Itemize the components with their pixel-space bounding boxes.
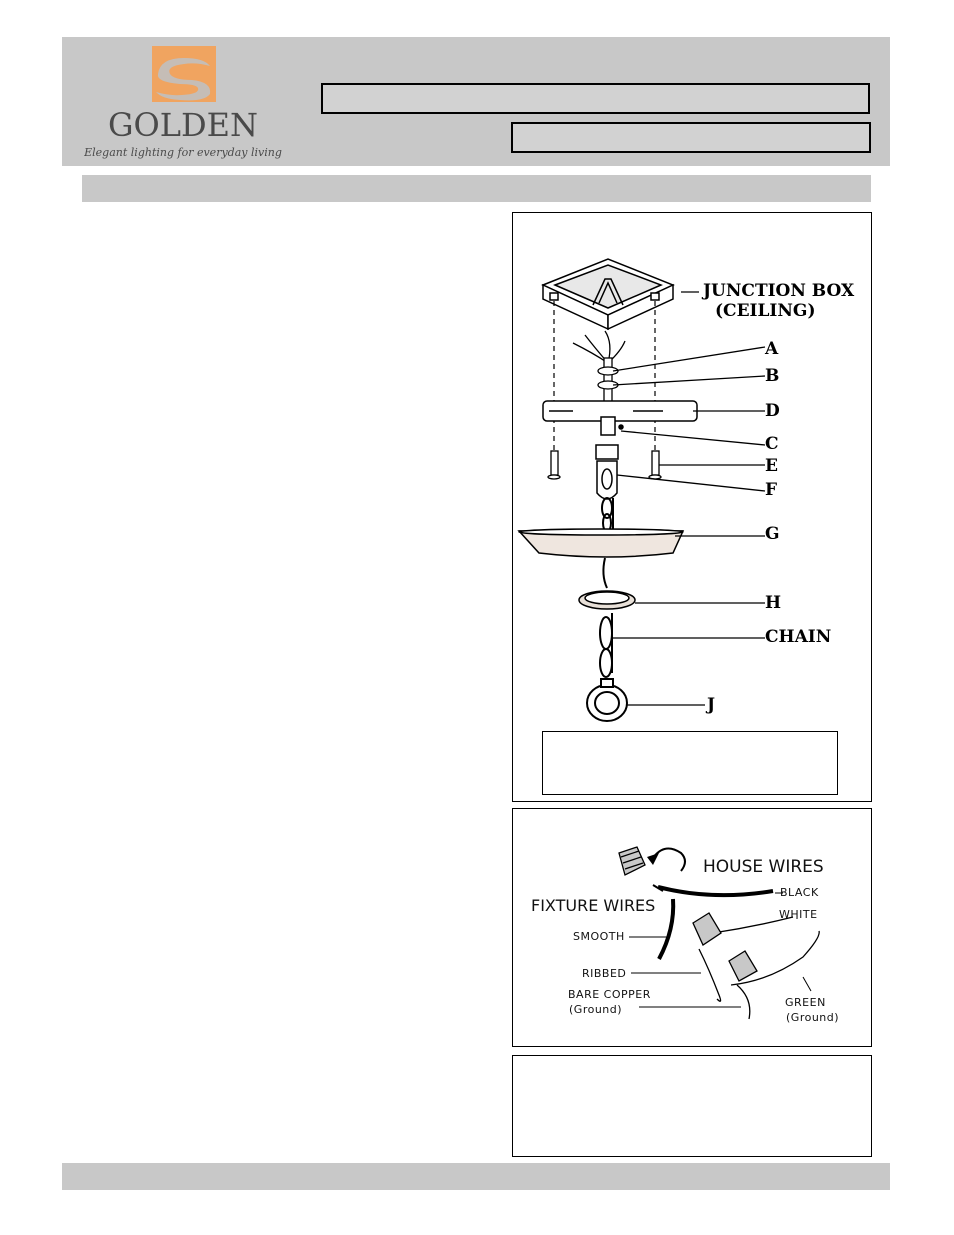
diagram-note-box — [542, 731, 838, 795]
section-bar — [82, 175, 871, 202]
fixture-wires — [653, 885, 750, 1019]
subtitle-box — [511, 122, 871, 153]
part-label-f: F — [765, 480, 778, 500]
title-box — [321, 83, 870, 114]
junction-box-label: JUNCTION BOX — [703, 281, 855, 301]
ground-left-label: (Ground) — [569, 1003, 623, 1016]
ribbed-label: RIBBED — [582, 967, 627, 980]
footer-bar — [62, 1163, 890, 1190]
house-wires-label: HOUSE WIRES — [703, 857, 824, 877]
part-label-b: B — [765, 366, 780, 386]
bare-copper-label: BARE COPPER — [568, 988, 651, 1001]
part-label-a: A — [765, 339, 779, 359]
junction-box-drawing — [543, 259, 673, 329]
wiring-diagram-panel — [512, 808, 872, 1047]
twist-arrow-icon — [651, 849, 685, 872]
lower-chain — [600, 558, 612, 677]
part-label-c: C — [765, 434, 779, 454]
brand-tagline: Elegant lighting for everyday living — [84, 146, 282, 159]
golden-logo — [84, 44, 282, 166]
leader-lines — [613, 292, 765, 705]
part-label-h: H — [765, 593, 782, 613]
black-label: BLACK — [780, 886, 819, 899]
part-label-d: D — [765, 401, 780, 421]
part-label-g: G — [765, 524, 780, 544]
fixture-loop — [587, 679, 627, 721]
supply-wires — [573, 331, 625, 363]
note-panel — [512, 1055, 872, 1157]
green-label: GREEN — [785, 996, 826, 1009]
mounting-crossbar — [543, 401, 697, 435]
wiring-diagram — [513, 809, 871, 1046]
wire-nut-icon — [619, 847, 645, 875]
fixture-wires-label: FIXTURE WIRES — [531, 896, 656, 915]
ground-right-label: (Ground) — [786, 1011, 840, 1024]
part-label-e: E — [765, 456, 778, 476]
installation-diagram — [513, 213, 871, 801]
screw-collar-loop — [596, 445, 618, 499]
ceiling-label: (CEILING) — [715, 301, 816, 321]
upper-chain — [602, 498, 613, 532]
installation-diagram-panel — [512, 212, 872, 802]
wire-nuts — [693, 913, 757, 981]
smooth-label: SMOOTH — [573, 930, 625, 943]
part-label-j: J — [707, 695, 716, 715]
part-label-chain: CHAIN — [765, 627, 832, 647]
canopy — [519, 529, 683, 557]
white-label: WHITE — [779, 908, 818, 921]
brand-name: GOLDEN — [107, 106, 259, 144]
collar — [579, 591, 635, 609]
arrow-head-icon — [647, 853, 659, 865]
